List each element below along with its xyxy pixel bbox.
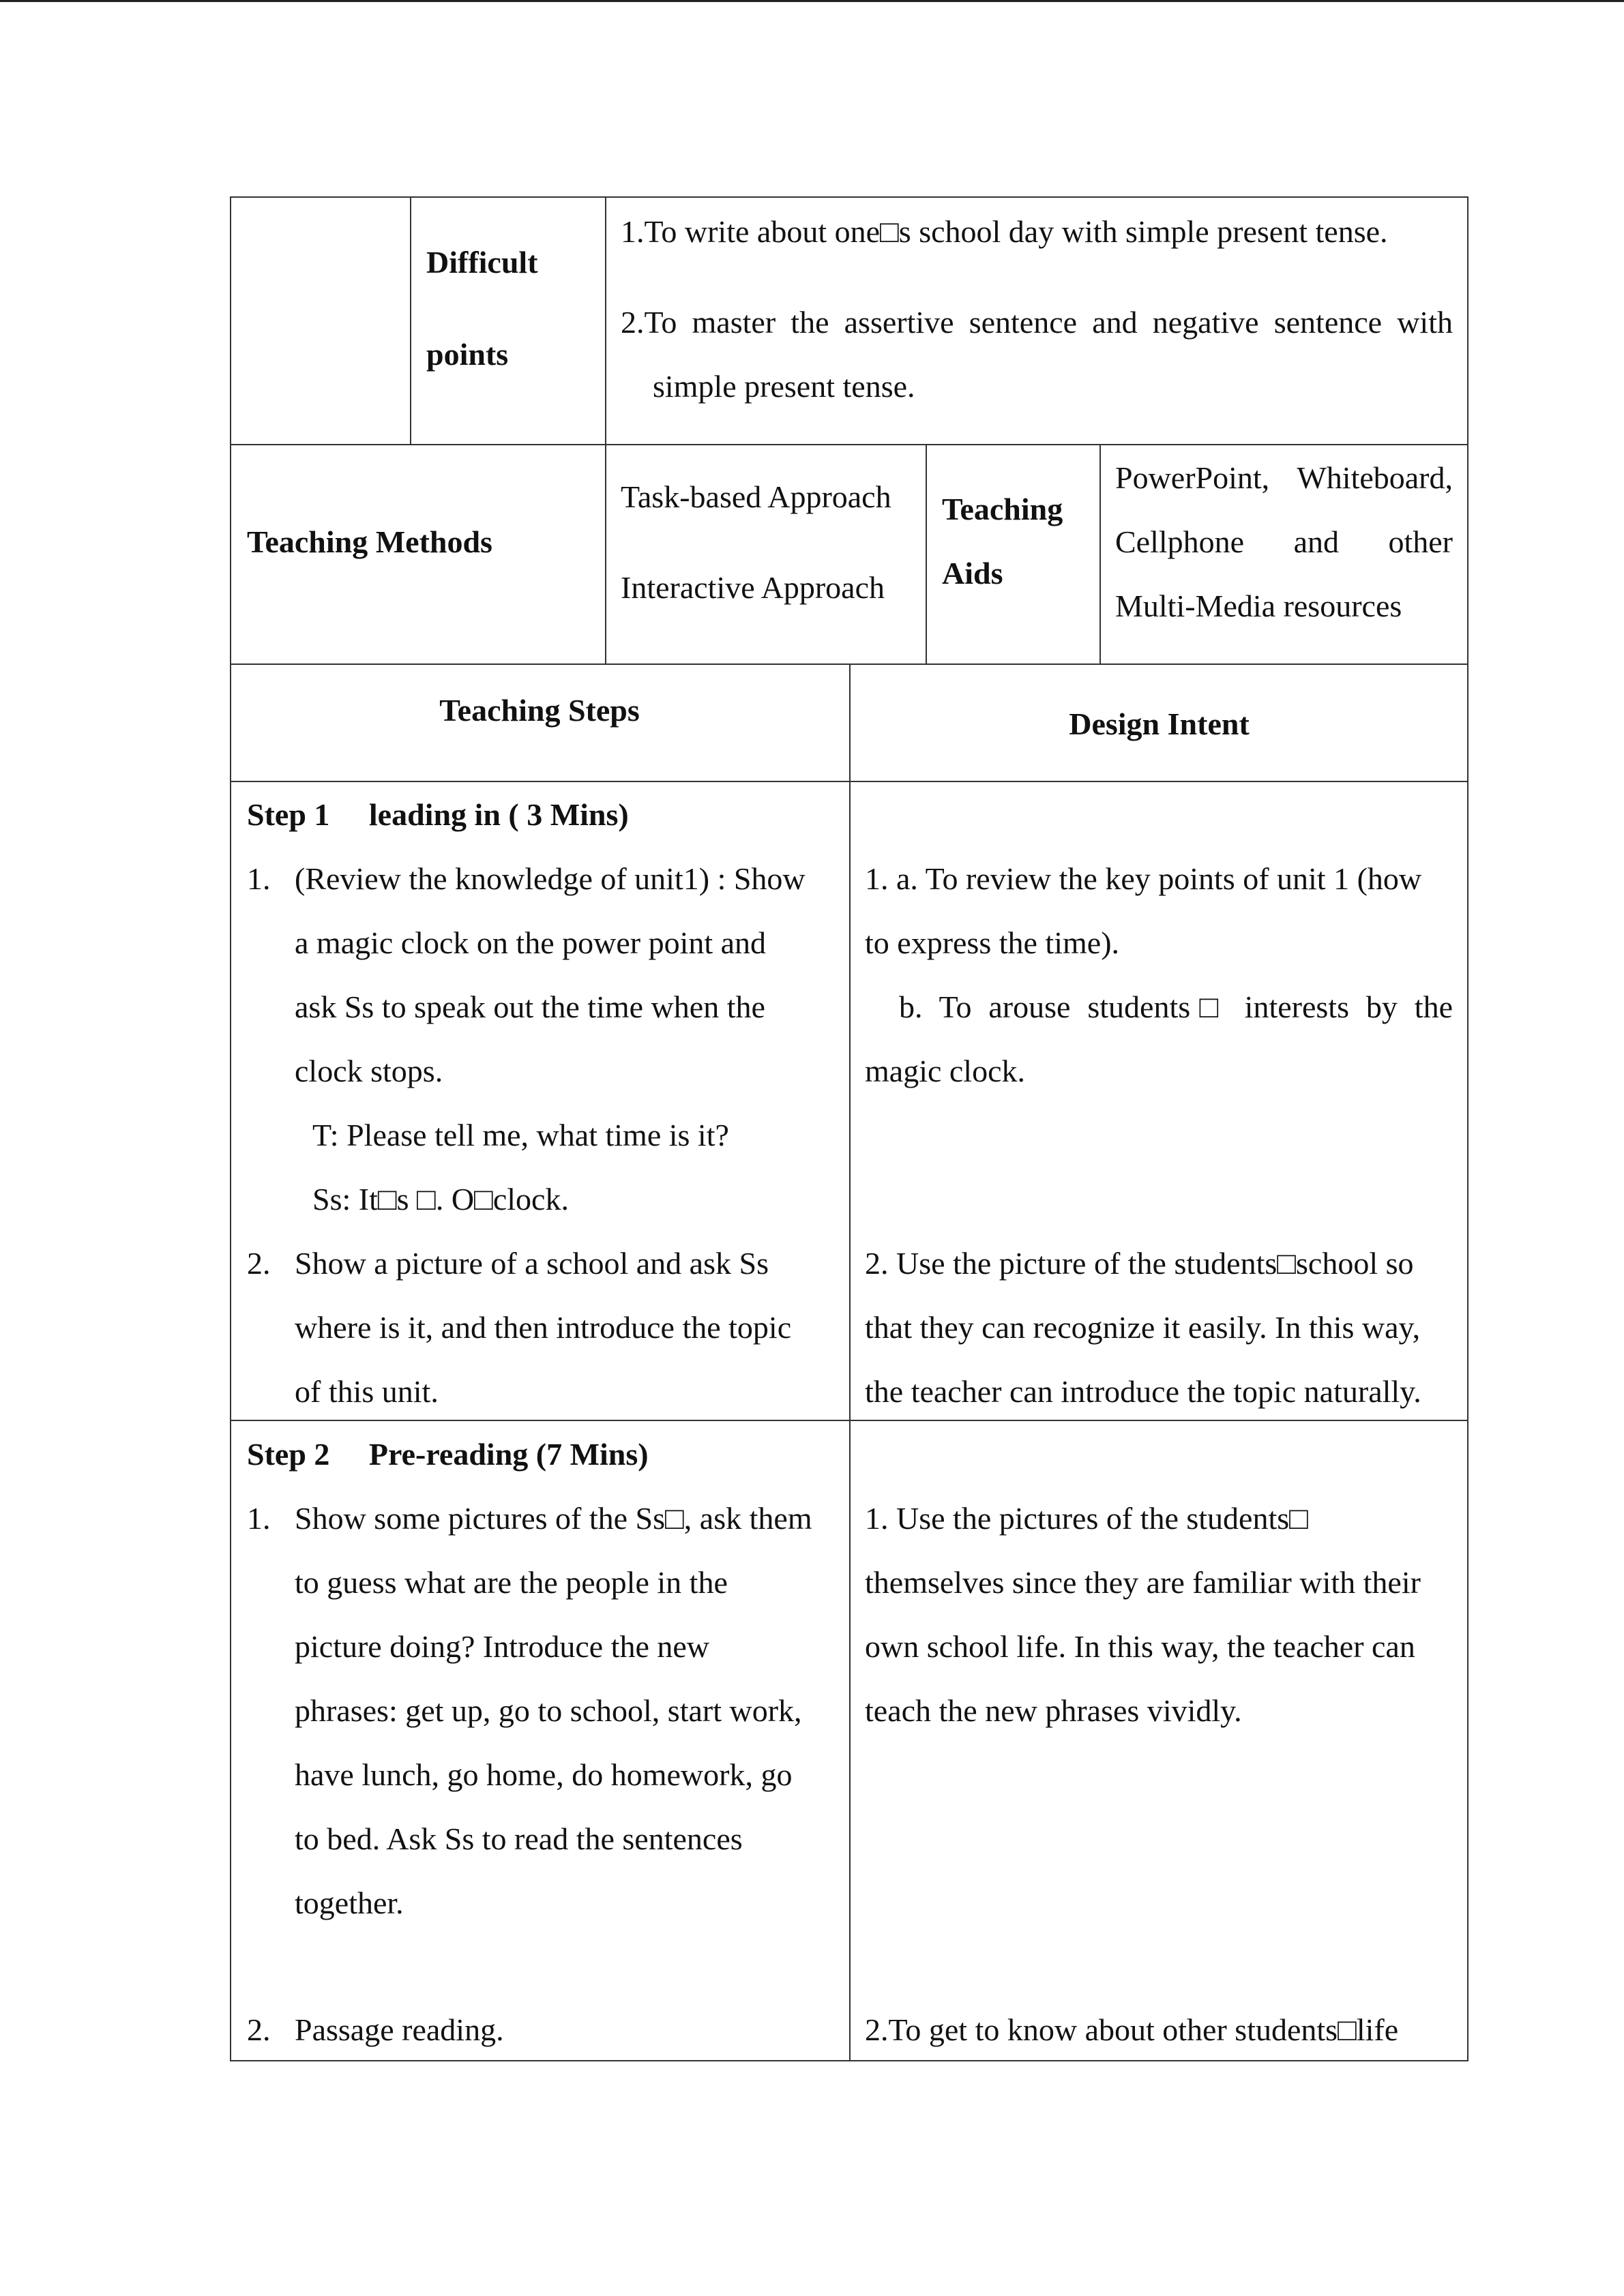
difficult-point-1: 1.To write about one□s school day with simple present tense. <box>621 214 1388 249</box>
step-2-intent-line: 1. Use the pictures of the students□ <box>865 1501 1308 1536</box>
teaching-methods-label: Teaching Methods <box>247 524 492 559</box>
step-1-item-1-line: clock stops. <box>295 1054 443 1088</box>
step-2-item-1-line: phrases: get up, go to school, start work, <box>295 1693 802 1728</box>
step-1-intent-line: magic clock. <box>865 1054 1026 1088</box>
step-2-intent-line: themselves since they are familiar with their <box>865 1565 1421 1600</box>
step-1-title: Step 1 leading in ( 3 Mins) <box>247 797 629 832</box>
difficult-points-label-line1: Difficult <box>426 245 538 280</box>
step-1-item-2-line: Show a picture of a school and ask Ss <box>295 1246 769 1281</box>
step-2-item-1-line: have lunch, go home, do homework, go <box>295 1757 793 1792</box>
teaching-aids-label-line2: Aids <box>942 556 1003 591</box>
design-intent-header: Design Intent <box>1069 706 1250 741</box>
dialog-students-line: Ss: It□s □. O□clock. <box>312 1182 569 1217</box>
step-1-intent-2-line: that they can recognize it easily. In this way, <box>865 1310 1421 1345</box>
difficult-point-2-line2: simple present tense. <box>653 369 915 404</box>
step-2-item-1-line: to guess what are the people in the <box>295 1565 728 1600</box>
step-1-intent-2-line: the teacher can introduce the topic naturally. <box>865 1374 1421 1409</box>
step-1-item-2-number: 2. <box>247 1246 271 1281</box>
step-1-item-1-line: a magic clock on the power point and <box>295 925 767 960</box>
difficult-points-label-line2: points <box>426 337 509 372</box>
teaching-steps-header: Teaching Steps <box>439 693 640 728</box>
teaching-aids-line3: Multi-Media resources <box>1115 588 1402 623</box>
difficult-point-2-line1: 2.To master the assertive sentence and negative sentence with <box>621 305 1453 340</box>
step-2-item-1-line: Show some pictures of the Ss□, ask them <box>295 1501 812 1536</box>
step-1-item-1-line: (Review the knowledge of unit1) : Show <box>295 861 806 896</box>
dialog-teacher-line: T: Please tell me, what time is it? <box>312 1118 729 1152</box>
step-2-intent-line: own school life. In this way, the teacher can <box>865 1629 1415 1664</box>
step-1-intent-line: b. To arouse students□ interests by the <box>899 989 1453 1024</box>
step-1-item-1-line: ask Ss to speak out the time when the <box>295 989 765 1024</box>
page-top-border <box>0 0 1624 2</box>
step-1-item-2-line: of this unit. <box>295 1374 439 1409</box>
step-2-item-1-line: picture doing? Introduce the new <box>295 1629 709 1664</box>
step-2-item-1-number: 1. <box>247 1501 271 1536</box>
step-2-item-1-line: to bed. Ask Ss to read the sentences <box>295 1821 743 1856</box>
teaching-aids-line2: Cellphone and other <box>1115 524 1453 559</box>
step-2-intent-2-text: 2.To get to know about other students□life <box>865 2012 1399 2047</box>
step-2-item-2-number: 2. <box>247 2012 271 2047</box>
teaching-method-2: Interactive Approach <box>621 570 885 605</box>
teaching-method-1: Task-based Approach <box>621 479 891 514</box>
step-1-intent-line: to express the time). <box>865 925 1120 960</box>
teaching-aids-label-line1: Teaching <box>942 492 1063 526</box>
step-2-title: Step 2 Pre-reading (7 Mins) <box>247 1437 649 1472</box>
step-2-item-2-text: Passage reading. <box>295 2012 504 2047</box>
step-1-item-2-line: where is it, and then introduce the topic <box>295 1310 792 1345</box>
step-2-item-1-line: together. <box>295 1885 404 1920</box>
step-1-intent-2-line: 2. Use the picture of the students□school so <box>865 1246 1414 1281</box>
step-2-intent-line: teach the new phrases vividly. <box>865 1693 1242 1728</box>
teaching-aids-line1: PowerPoint, Whiteboard, <box>1115 460 1453 495</box>
step-1-item-1-number: 1. <box>247 861 271 896</box>
step-1-intent-line: 1. a. To review the key points of unit 1 (how <box>865 861 1422 896</box>
